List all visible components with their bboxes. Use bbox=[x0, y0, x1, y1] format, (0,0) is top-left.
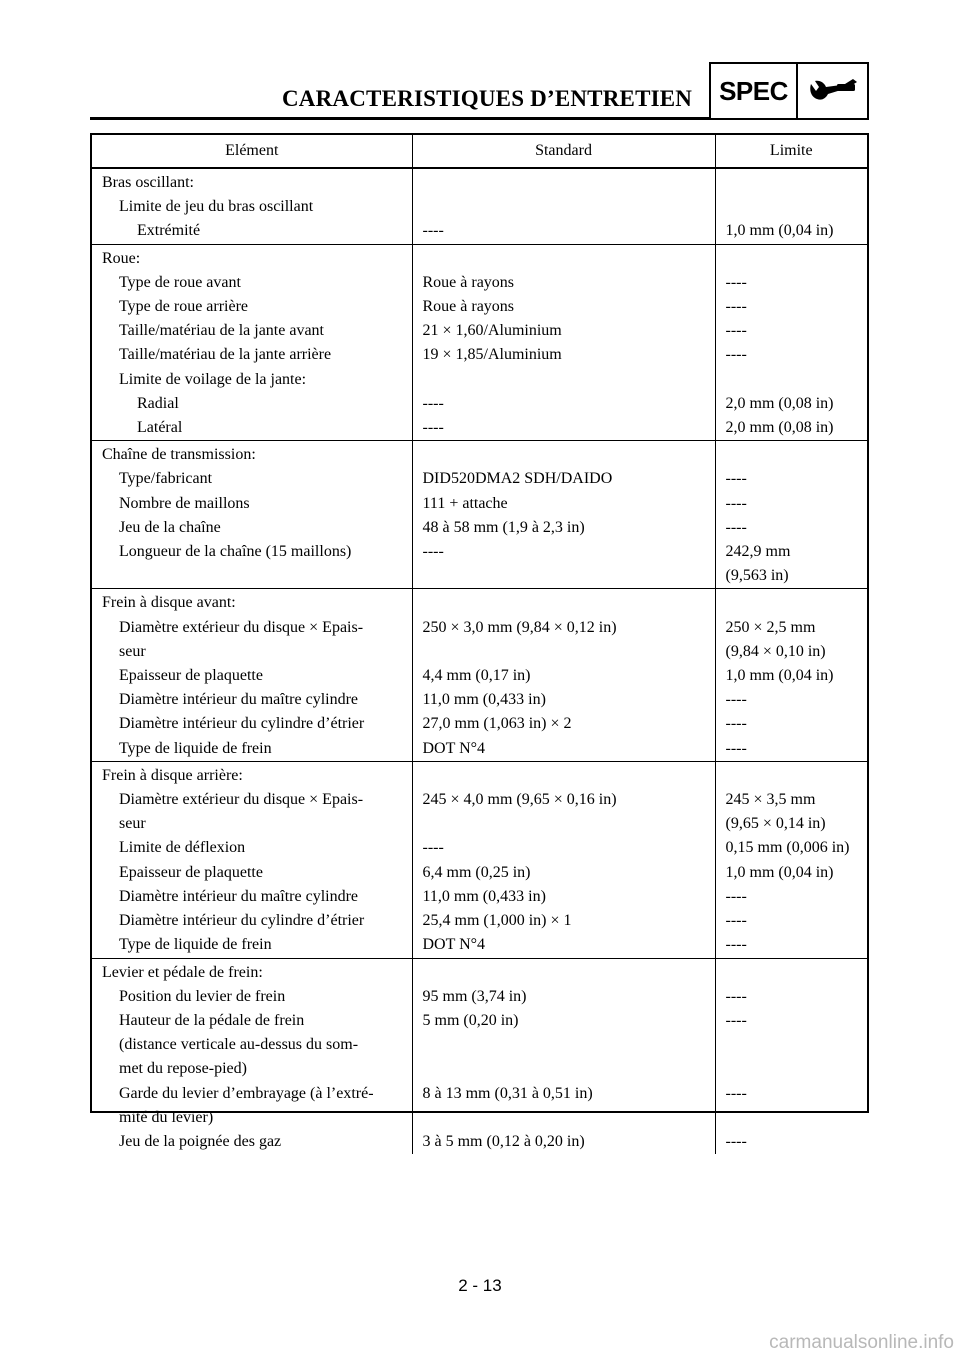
limit-cell: 1,0 mm (0,04 in) bbox=[715, 861, 867, 885]
standard-cell: ---- bbox=[412, 219, 715, 244]
spec-table-body bbox=[92, 168, 867, 1154]
standard-cell: 8 à 13 mm (0,31 à 0,51 in) bbox=[412, 1082, 715, 1130]
table-row bbox=[92, 368, 867, 392]
table-row bbox=[92, 319, 867, 343]
limit-cell: ---- bbox=[715, 1130, 867, 1154]
limit-cell: 250 × 2,5 mm (9,84 × 0,10 in) bbox=[715, 616, 867, 664]
item-cell: Levier et pédale de frein: bbox=[92, 958, 412, 985]
standard-cell: 48 à 58 mm (1,9 à 2,3 in) bbox=[412, 516, 715, 540]
limit-cell: 0,15 mm (0,006 in) bbox=[715, 836, 867, 860]
table-row bbox=[92, 761, 867, 788]
page-number: 2 - 13 bbox=[458, 1276, 502, 1295]
standard-cell: 11,0 mm (0,433 in) bbox=[412, 885, 715, 909]
item-cell: Nombre de maillons bbox=[119, 494, 250, 512]
standard-cell bbox=[412, 368, 715, 392]
table-row bbox=[92, 836, 867, 860]
limit-cell: ---- bbox=[715, 492, 867, 516]
table-row bbox=[92, 664, 867, 688]
table-row bbox=[92, 933, 867, 958]
spec-badge-label: SPEC bbox=[711, 64, 798, 118]
item-cell: Taille/matériau de la jante arrière bbox=[119, 346, 332, 364]
item-cell: Diamètre intérieur du maître cylindre bbox=[119, 691, 359, 709]
limit-cell bbox=[715, 958, 867, 985]
column-header-limit: Limite bbox=[715, 135, 867, 168]
limit-cell: 245 × 3,5 mm (9,65 × 0,14 in) bbox=[715, 788, 867, 836]
table-row bbox=[92, 712, 867, 736]
column-header-standard: Standard bbox=[412, 135, 715, 168]
limit-cell: ---- bbox=[715, 885, 867, 909]
table-row bbox=[92, 392, 867, 416]
table-row bbox=[92, 1082, 867, 1130]
item-cell: Limite de déflexion bbox=[119, 839, 246, 857]
limit-cell: ---- bbox=[715, 1009, 867, 1082]
limit-cell: ---- bbox=[715, 933, 867, 958]
item-cell: Frein à disque arrière: bbox=[92, 761, 412, 788]
limit-cell bbox=[715, 244, 867, 271]
standard-cell: 25,4 mm (1,000 in) × 1 bbox=[412, 909, 715, 933]
limit-cell: ---- bbox=[715, 712, 867, 736]
standard-cell bbox=[412, 244, 715, 271]
item-cell: Diamètre extérieur du disque × Epais- seur bbox=[119, 791, 364, 833]
standard-cell: 11,0 mm (0,433 in) bbox=[412, 688, 715, 712]
item-cell: Type de liquide de frein bbox=[119, 936, 272, 954]
table-row bbox=[92, 861, 867, 885]
limit-cell: ---- bbox=[715, 467, 867, 491]
item-cell: Diamètre intérieur du maître cylindre bbox=[119, 887, 359, 905]
table-row bbox=[92, 985, 867, 1009]
item-cell: Roue: bbox=[92, 244, 412, 271]
limit-cell bbox=[715, 195, 867, 219]
standard-cell: 3 à 5 mm (0,12 à 0,20 in) bbox=[412, 1130, 715, 1154]
item-cell: Epaisseur de plaquette bbox=[119, 667, 263, 685]
item-cell: Diamètre intérieur du cylindre d’étrier bbox=[119, 715, 365, 733]
standard-cell: ---- bbox=[412, 540, 715, 589]
table-row bbox=[92, 909, 867, 933]
item-cell: Type de roue avant bbox=[119, 273, 241, 291]
item-cell: Bras oscillant: bbox=[102, 174, 194, 191]
table-row bbox=[92, 441, 867, 468]
table-row bbox=[92, 467, 867, 491]
standard-cell: 19 × 1,85/Aluminium bbox=[412, 343, 715, 367]
item-cell: Epaisseur de plaquette bbox=[119, 863, 263, 881]
watermark: carmanualsonline.info bbox=[769, 1332, 954, 1353]
table-row bbox=[92, 885, 867, 909]
limit-cell: 2,0 mm (0,08 in) bbox=[715, 416, 867, 441]
item-cell: Type de liquide de frein bbox=[119, 739, 272, 757]
item-cell: Limite de jeu du bras oscillant bbox=[119, 198, 314, 216]
item-cell: Chaîne de transmission: bbox=[92, 441, 412, 468]
item-cell: Garde du levier d’embrayage (à l’extré- mité du levier) bbox=[119, 1084, 374, 1126]
standard-cell: DID520DMA2 SDH/DAIDO bbox=[412, 467, 715, 491]
item-cell: Latéral bbox=[137, 419, 183, 437]
item-cell: Jeu de la poignée des gaz bbox=[119, 1132, 282, 1150]
table-row bbox=[92, 492, 867, 516]
table-row bbox=[92, 589, 867, 616]
standard-cell: 27,0 mm (1,063 in) × 2 bbox=[412, 712, 715, 736]
table-row bbox=[92, 1009, 867, 1082]
item-cell: Longueur de la chaîne (15 maillons) bbox=[119, 543, 352, 561]
table-row bbox=[92, 958, 867, 985]
limit-cell: 242,9 mm (9,563 in) bbox=[715, 540, 867, 589]
standard-cell bbox=[412, 761, 715, 788]
limit-cell bbox=[715, 368, 867, 392]
table-row bbox=[92, 244, 867, 271]
standard-cell bbox=[412, 441, 715, 468]
column-header-element: Elément bbox=[92, 135, 412, 168]
standard-cell: 245 × 4,0 mm (9,65 × 0,16 in) bbox=[412, 788, 715, 836]
item-cell: Limite de voilage de la jante: bbox=[119, 370, 307, 388]
table-row bbox=[92, 168, 867, 195]
item-cell: Extrémité bbox=[137, 222, 201, 240]
table-row bbox=[92, 688, 867, 712]
item-cell: Diamètre extérieur du disque × Epais- seur bbox=[119, 618, 364, 660]
item-cell: Jeu de la chaîne bbox=[119, 518, 221, 536]
limit-cell: ---- bbox=[715, 295, 867, 319]
page-title: CARACTERISTIQUES D’ENTRETIEN bbox=[282, 86, 693, 111]
limit-cell: ---- bbox=[715, 737, 867, 762]
limit-cell bbox=[715, 168, 867, 195]
table-row bbox=[92, 343, 867, 367]
standard-cell: 250 × 3,0 mm (9,84 × 0,12 in) bbox=[412, 616, 715, 664]
limit-cell bbox=[715, 589, 867, 616]
item-cell: Type/fabricant bbox=[119, 470, 213, 488]
table-row bbox=[92, 219, 867, 244]
standard-cell: ---- bbox=[412, 416, 715, 441]
limit-cell: ---- bbox=[715, 271, 867, 295]
limit-cell: ---- bbox=[715, 909, 867, 933]
title-underline bbox=[90, 117, 710, 120]
limit-cell: ---- bbox=[715, 688, 867, 712]
item-cell: Type de roue arrière bbox=[119, 298, 249, 316]
standard-cell: Roue à rayons bbox=[412, 295, 715, 319]
standard-cell: ---- bbox=[412, 392, 715, 416]
standard-cell bbox=[412, 958, 715, 985]
table-row bbox=[92, 195, 867, 219]
standard-cell: DOT N°4 bbox=[412, 737, 715, 762]
spec-table bbox=[90, 133, 869, 1150]
standard-cell: 111 + attache bbox=[412, 492, 715, 516]
standard-cell: 5 mm (0,20 in) bbox=[412, 1009, 715, 1082]
spec-badge bbox=[709, 62, 869, 120]
standard-cell: 6,4 mm (0,25 in) bbox=[412, 861, 715, 885]
limit-cell: ---- bbox=[715, 1082, 867, 1130]
table-row bbox=[92, 540, 867, 589]
standard-cell: 21 × 1,60/Aluminium bbox=[412, 319, 715, 343]
standard-cell bbox=[412, 195, 715, 219]
limit-cell bbox=[715, 761, 867, 788]
standard-cell: 95 mm (3,74 in) bbox=[412, 985, 715, 1009]
standard-cell: ---- bbox=[412, 836, 715, 860]
table-row bbox=[92, 416, 867, 441]
standard-cell bbox=[412, 589, 715, 616]
limit-cell: ---- bbox=[715, 985, 867, 1009]
wrench-icon bbox=[798, 64, 867, 118]
table-row bbox=[92, 295, 867, 319]
item-cell: Diamètre intérieur du cylindre d’étrier bbox=[119, 912, 365, 930]
standard-cell: DOT N°4 bbox=[412, 933, 715, 958]
table-row bbox=[92, 516, 867, 540]
limit-cell: 2,0 mm (0,08 in) bbox=[715, 392, 867, 416]
standard-cell bbox=[412, 168, 715, 195]
item-cell: Frein à disque avant: bbox=[92, 589, 412, 616]
limit-cell: ---- bbox=[715, 319, 867, 343]
table-row bbox=[92, 271, 867, 295]
limit-cell: 1,0 mm (0,04 in) bbox=[715, 219, 867, 244]
table-row bbox=[92, 1130, 867, 1154]
item-cell: Position du levier de frein bbox=[119, 987, 286, 1005]
table-row bbox=[92, 788, 867, 836]
item-cell: Hauteur de la pédale de frein (distance verticale au-dessus du som- met du repose-pied) bbox=[119, 1011, 359, 1078]
standard-cell: Roue à rayons bbox=[412, 271, 715, 295]
table-row bbox=[92, 616, 867, 664]
limit-cell bbox=[715, 441, 867, 468]
limit-cell: ---- bbox=[715, 516, 867, 540]
limit-cell: ---- bbox=[715, 343, 867, 367]
item-cell: Taille/matériau de la jante avant bbox=[119, 322, 324, 340]
table-row bbox=[92, 737, 867, 762]
limit-cell: 1,0 mm (0,04 in) bbox=[715, 664, 867, 688]
item-cell: Radial bbox=[137, 394, 179, 412]
standard-cell: 4,4 mm (0,17 in) bbox=[412, 664, 715, 688]
